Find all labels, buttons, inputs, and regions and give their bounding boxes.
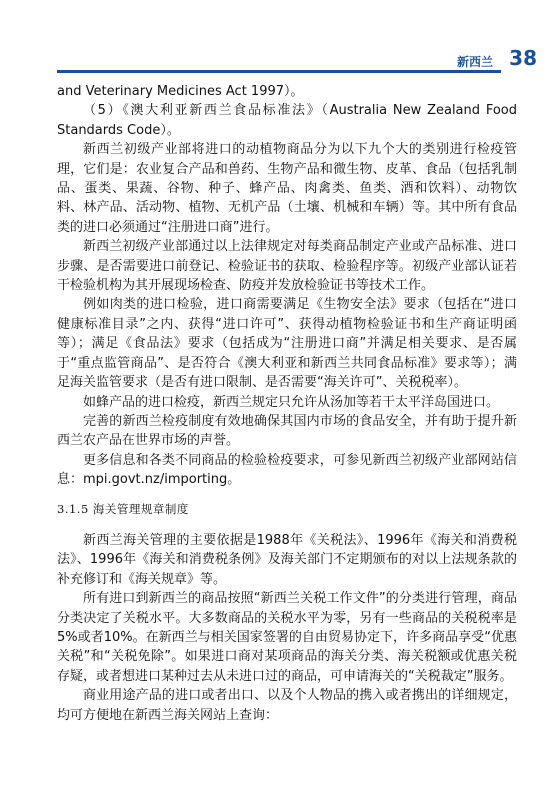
header-rule [57, 70, 501, 73]
section-heading: 3.1.5 海关管理规章制度 [57, 501, 189, 516]
paragraph-food-standards: （5）《澳大利亚新西兰食品标准法》（Australia New Zealand Food Standards Code）。 [57, 103, 517, 138]
paragraph-food-safety: 完善的新西兰检疫制度有效地确保其国内市场的食品安全，并有助于提升新西兰农产品在世界市场的声誉。 [57, 413, 517, 449]
paragraph-more-info: 更多信息和各类不同商品的检验检疫要求，可参见新西兰初级产业部网站信息：mpi.govt.nz/importing。 [57, 452, 517, 488]
paragraph-law-continued: and Veterinary Medicines Act 1997）。 [57, 84, 304, 99]
page-number: 38 [509, 46, 537, 70]
paragraph-bee-products: 如蜂产品的进口检疫，新西兰规定只允许从汤加等若干太平洋岛国进口。 [83, 394, 500, 410]
paragraph-standards: 新西兰初级产业部通过以上法律规定对每类商品制定产业或产品标准、进口步骤、是否需要进口前登记、检验证书的获取、检验程序等。初级产业部认证若干检验机构为其开展现场检查、防疫并发放检验证书等技术工作。 [57, 239, 517, 294]
paragraph-meat-example: 例如肉类的进口检验，进口商需要满足《生物安全法》要求（包括在“进口健康标准目录”之内、获得“进口许可”、获得动植物检验证书和生产商证明函等）；满足《食品法》要求（包括成为“注册进口商”并满足相关要求、是否属于“重点监管商品”、是否符合《澳大利亚和新西兰共同食品标准》要求等）；满足海关监管要求（是否有进口限制、是否需要“海关许可”、关税税率）。 [57, 297, 517, 391]
page-header [57, 44, 537, 78]
paragraph-categories: 新西兰初级产业部将进口的动植物商品分为以下九个大的类别进行检疫管理，它们是：农业复合产品和兽药、生物产品和微生物、皮革、食品（包括乳制品、蛋类、果蔬、谷物、种子、蜂产品、肉禽类、鱼类、酒和饮料）、动物饮料、林产品、活动物、植物、无机产品（土壤、机械和车辆）等。其中所有食品类的进口必须通过“注册进口商”进行。 [57, 142, 517, 235]
section-label: 新西兰 [456, 55, 493, 69]
body-text [57, 82, 517, 725]
paragraph-customs-website: 商业用途产品的进口或者出口、以及个人物品的携入或者携出的详细规定，均可方便地在新西兰海关网站上查询： [57, 688, 517, 723]
paragraph-tariff: 所有进口到新西兰的商品按照“新西兰关税工作文件”的分类进行管理，商品分类决定了关税水平。大多数商品的关税水平为零，另有一些商品的关税税率是5%或者10%。在新西兰与相关国家签署的自由贸易协定下，许多商品享受“优惠关税”和“关税免除”。如果进口商对某项商品的海关分类、海关税额或优惠关税存疑，或者想进口某种过去从未进口过的商品，可申请海关的“关税裁定”服务。 [57, 591, 517, 684]
paragraph-customs-basis: 新西兰海关管理的主要依据是1988年《关税法》、1996年《海关和消费税法》、1996年《海关和消费税条例》及海关部门不定期颁布的对以上法规条款的补充修订和《海关规章》等。 [57, 532, 517, 587]
